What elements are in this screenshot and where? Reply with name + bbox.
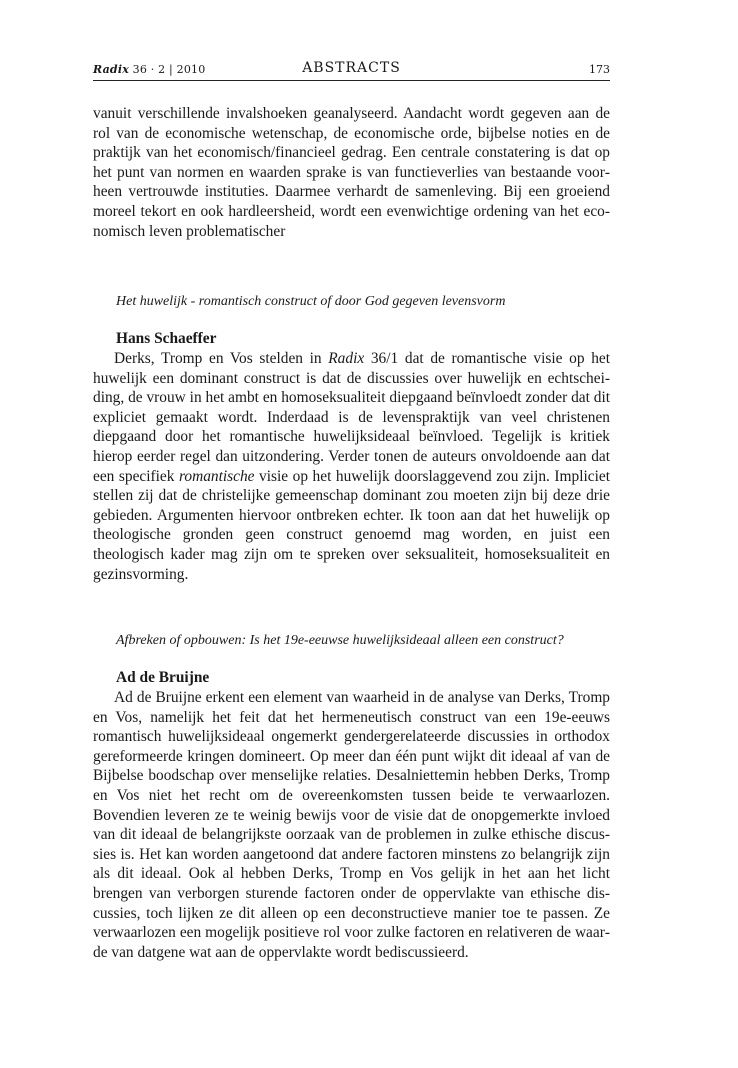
abstract-2-paragraph: Ad de Bruijne erkent een element van waarheid in de analyse van Derks, Tromp en Vos, namelijk het feit dat het hermeneutisch construct van een 19e-eeuws romantisch huwelijksideaal ongemerkt gendergerelateerde discussies in orthodox gereformeerde kringen domineert. Op meer dan één punt wijkt dit ideaal af van de Bijbelse boodschap over menselijke relaties. Desalniettemin hebben Derks, Tromp en Vos niet het recht om de overeenkomsten tussen beide te verwaarlozen. Bovendien leveren ze te weinig bewijs voor de visie dat de onopgemerkte invloed van dit ideaal de belangrijkste oorzaak van de problemen in zulke ethische discussies is. Het kan worden aangetoond dat andere factoren minstens zo belangrijk zijn als dit ideaal. Ook al hebben Derks, Tromp en Vos gelijk in het aan het licht brengen van verborgen sturende factoren onder de oppervlakte van ethische discussies, toch lijken ze dit alleen op een deconstructieve manier toe te passen. Ze verwaarlozen een mogelijk positieve rol voor zulke factoren en relativeren de waarde van datgene wat aan de oppervlakte wordt bediscussieerd. [93, 689, 610, 961]
intro-text: vanuit verschillende invalshoeken geanalyseerd. Aandacht wordt gegeven aan de rol van de economische wetenschap, de economische orde, bijbelse noties en de praktijk van het economisch/financieel gedrag. Een centrale constatering is dat op het punt van normen en waarden sprake is van functieverlies van bestaande voorheen vertrouwde instituties. Daarmee verhardt de samenleving. Bij een groeiend moreel tekort en ook hardleersheid, wordt een evenwichtige ordening van het economisch leven problematischer [93, 105, 610, 240]
abstract-1-title: Het huwelijk - romantisch construct of door God gegeven levensvorm [116, 294, 506, 309]
abstract-2-author: Ad de Bruijne [116, 669, 210, 686]
abstract-1-emphasis: romantische [178, 467, 255, 485]
abstract-1-part-3: visie op het huwelijk doorslaggevend zou zijn. Impliciet stellen zij dat de christelijke gemeenschap dominant zou moeten zijn bij deze drie gebieden. Argumenten hiervoor ontbreken echter. Ik toon aan dat het huwelijk op theologische gronden geen construct genoemd mag worden, en juist een theologisch kader mag zijn om te spreken over seksualiteit, homoseksualiteit en gezinsvorming. [93, 467, 610, 583]
intro-paragraph [93, 104, 610, 241]
abstract-1-journal-ref: Radix [328, 350, 365, 367]
abstract-1-part-2: 36/1 dat de romantische visie op het huwelijk een dominant construct is dat de discussies over huwelijk en echtscheiding, de vrouw in het ambt en homoseksualiteit diepgaand beïnvloedt zonder dat dit expliciet gemaakt wordt. Inderdaad is de levenspraktijk van veel christenen diepgaand door het romantische huwelijksideaal beïnvloed. Tegelijk is kritiek hierop eerder regel dan uitzondering. Verder tonen de auteurs onvoldoende aan dat een specifiek [93, 350, 610, 485]
abstract-1-part-1: Derks, Tromp en Vos stelden in [114, 350, 329, 367]
section-heading: ABSTRACTS [302, 60, 401, 76]
abstract-1-paragraph [93, 349, 610, 584]
page-number: 173 [589, 63, 610, 76]
abstract-2-title: Afbreken of opbouwen: Is het 19e-eeuwse huwelijksideaal alleen een construct? [116, 633, 564, 648]
journal-issue: 36 · 2 | 2010 [132, 63, 206, 76]
abstract-2-body [93, 688, 610, 962]
abstract-1-author: Hans Schaeffer [116, 330, 217, 347]
journal-name: Radix [93, 63, 129, 76]
abstract-1-body [93, 349, 610, 584]
running-header [93, 60, 610, 81]
